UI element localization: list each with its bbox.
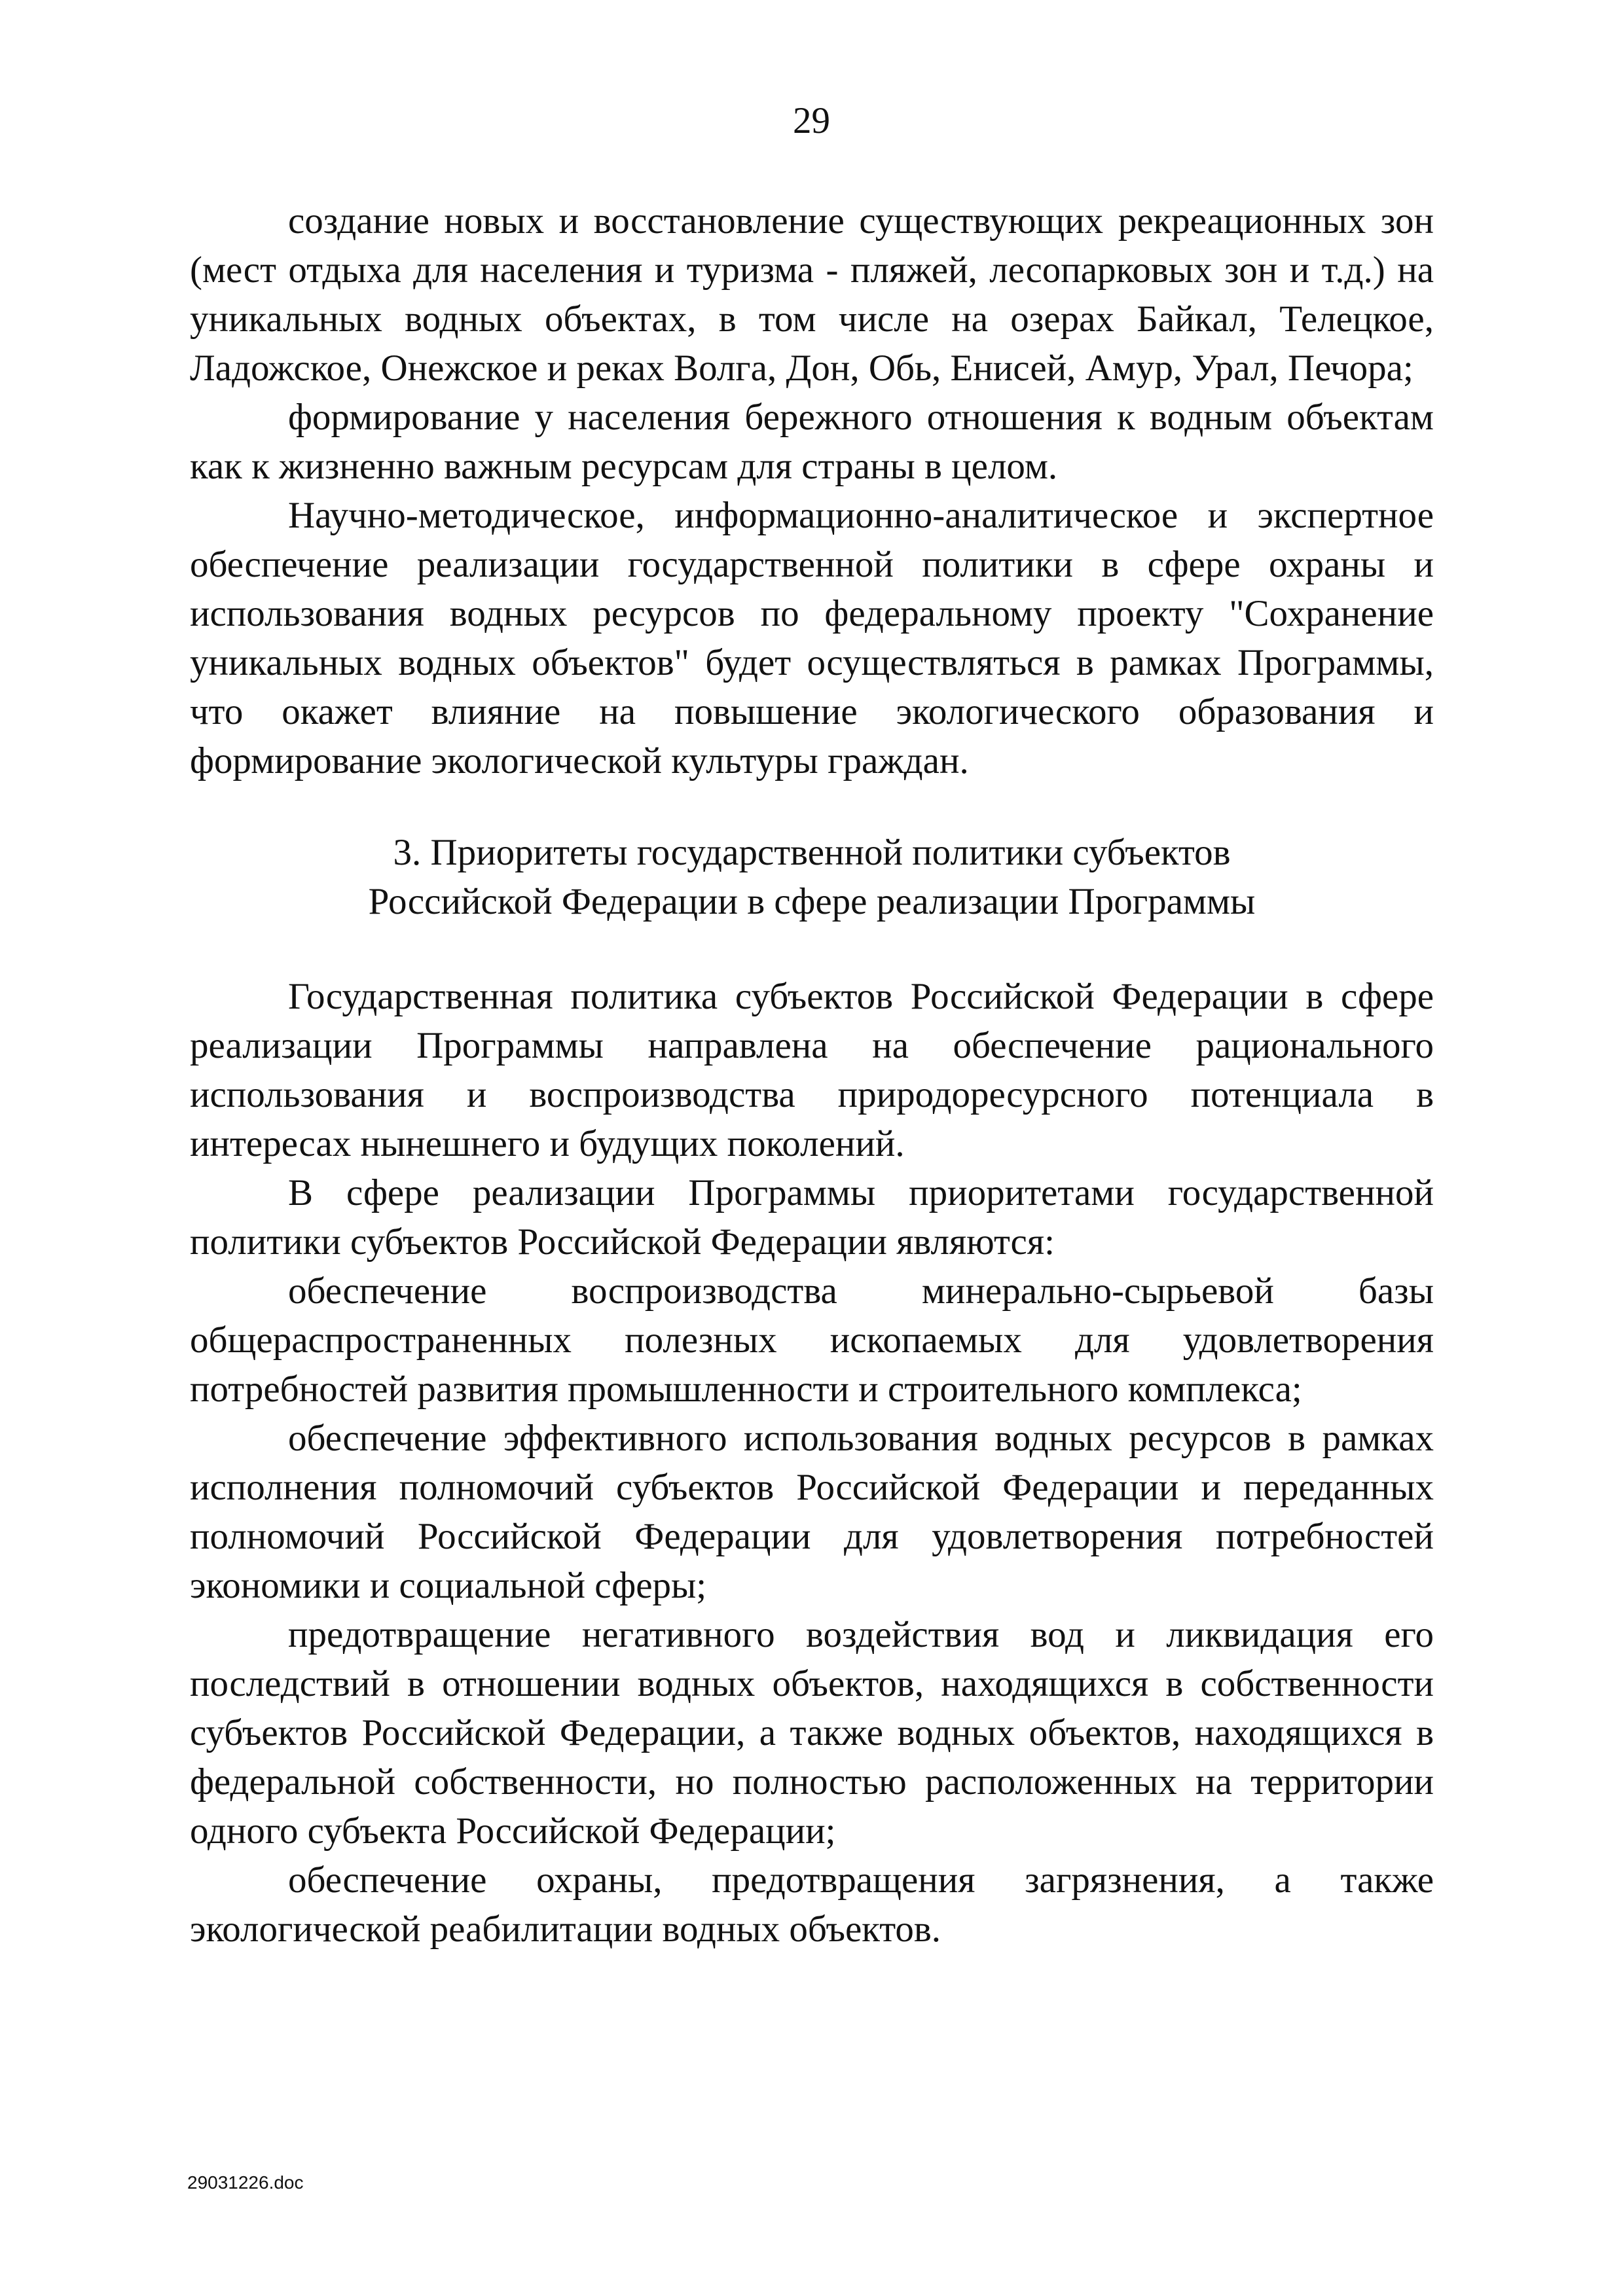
paragraph-regional-policy: Государственная политика субъектов Российской Федерации в сфере реализации Программы направлена на обеспечение рационального использования и воспроизводства природоресурсного потенциала в интересах нынешнего и будущих поколений. [190, 976, 1434, 1164]
section-heading-line-1: 3. Приоритеты государственной политики субъектов [393, 832, 1231, 873]
section-heading [190, 828, 1434, 926]
paragraph-protection: обеспечение охраны, предотвращения загрязнения, а также экологической реабилитации водных объектов. [190, 1859, 1434, 1950]
section-heading-line-2: Российской Федерации в сфере реализации Программы [368, 881, 1256, 922]
page-number: 29 [793, 100, 830, 141]
paragraph-careful-attitude: формирование у населения бережного отношения к водным объектам как к жизненно важным ресурсам для страны в целом. [190, 397, 1434, 487]
paragraph-scientific-support: Научно-методическое, информационно-аналитическое и экспертное обеспечение реализации государственной политики в сфере охраны и использования водных ресурсов по федеральному проекту "Сохранение уникальных водных объектов" будет осуществляться в рамках Программы, что окажет влияние на повышение экологического образования и формирование экологической культуры граждан. [190, 495, 1434, 781]
paragraph-water-resources: обеспечение эффективного использования водных ресурсов в рамках исполнения полномочий субъектов Российской Федерации и переданных полномочий Российской Федерации для удовлетворения потребностей экономики и социальной сферы; [190, 1418, 1434, 1606]
paragraph-recreation-zones: создание новых и восстановление существующих рекреационных зон (мест отдыха для населения и туризма - пляжей, лесопарковых зон и т.д.) на уникальных водных объектах, в том числе на озерах Байкал, Телецкое, Ладожское, Онежское и реках Волга, Дон, Обь, Енисей, Амур, Урал, Печора; [190, 200, 1434, 389]
paragraph-mineral-base: обеспечение воспроизводства минерально-сырьевой базы общераспространенных полезных ископаемых для удовлетворения потребностей развития промышленности и строительного комплекса; [190, 1270, 1434, 1410]
document-body [190, 196, 1434, 1954]
document-file-code: 29031226.doc [187, 2172, 304, 2193]
paragraph-priorities-intro: В сфере реализации Программы приоритетами государственной политики субъектов Российской Федерации являются: [190, 1172, 1434, 1263]
paragraph-negative-impact: предотвращение негативного воздействия вод и ликвидация его последствий в отношении водных объектов, находящихся в собственности субъектов Российской Федерации, а также водных объектов, находящихся в федеральной собственности, но полностью расположенных на территории одного субъекта Российской Федерации; [190, 1614, 1434, 1852]
